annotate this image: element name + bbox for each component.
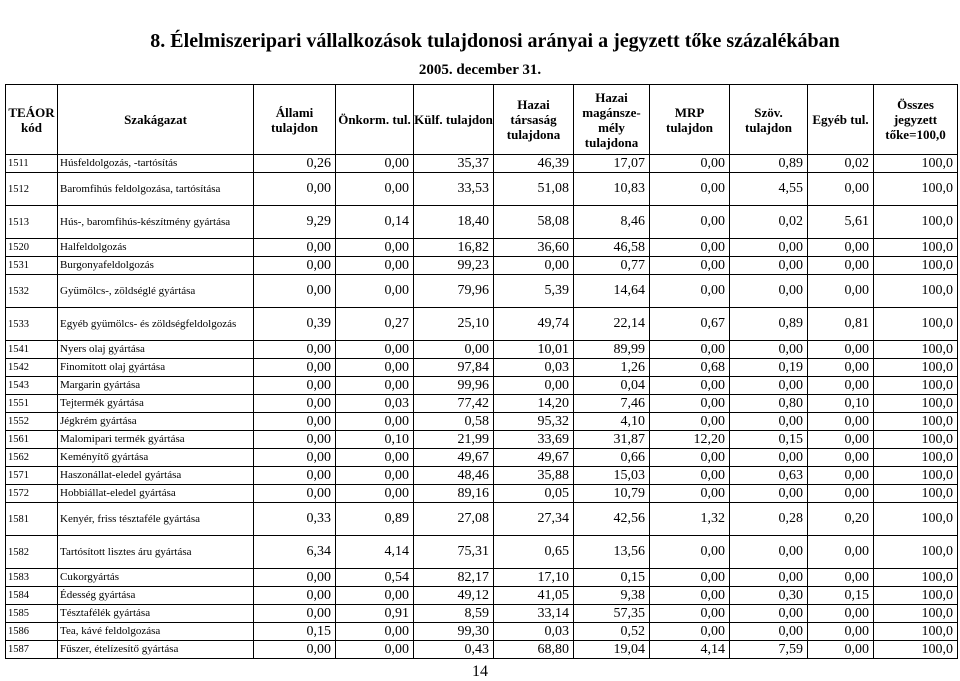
value-cell: 4,14 bbox=[650, 641, 730, 659]
value-cell: 100,0 bbox=[874, 413, 958, 431]
teaor-code: 1586 bbox=[6, 623, 58, 641]
value-cell: 0,00 bbox=[650, 587, 730, 605]
value-cell: 0,00 bbox=[808, 605, 874, 623]
sector-name: Tejtermék gyártása bbox=[58, 395, 254, 413]
value-cell: 0,00 bbox=[336, 239, 414, 257]
value-cell: 0,03 bbox=[494, 623, 574, 641]
value-cell: 18,40 bbox=[414, 206, 494, 239]
value-cell: 0,00 bbox=[730, 239, 808, 257]
value-cell: 0,19 bbox=[730, 359, 808, 377]
value-cell: 35,37 bbox=[414, 155, 494, 173]
value-cell: 0,00 bbox=[730, 341, 808, 359]
header-hazai-magan: Hazai magánsze-mély tulajdona bbox=[574, 85, 650, 155]
value-cell: 0,00 bbox=[730, 449, 808, 467]
value-cell: 0,00 bbox=[730, 623, 808, 641]
header-egyeb: Egyéb tul. bbox=[808, 85, 874, 155]
value-cell: 0,28 bbox=[730, 503, 808, 536]
value-cell: 0,00 bbox=[808, 536, 874, 569]
value-cell: 49,74 bbox=[494, 308, 574, 341]
value-cell: 4,55 bbox=[730, 173, 808, 206]
value-cell: 100,0 bbox=[874, 377, 958, 395]
header-kod: TEÁOR kód bbox=[6, 85, 58, 155]
value-cell: 0,00 bbox=[650, 155, 730, 173]
value-cell: 12,20 bbox=[650, 431, 730, 449]
value-cell: 31,87 bbox=[574, 431, 650, 449]
value-cell: 100,0 bbox=[874, 239, 958, 257]
sector-name: Fűszer, ételízesítő gyártása bbox=[58, 641, 254, 659]
value-cell: 0,00 bbox=[254, 359, 336, 377]
table-row bbox=[6, 308, 958, 341]
value-cell: 100,0 bbox=[874, 536, 958, 569]
value-cell: 0,00 bbox=[254, 431, 336, 449]
value-cell: 0,81 bbox=[808, 308, 874, 341]
value-cell: 0,00 bbox=[494, 257, 574, 275]
teaor-code: 1533 bbox=[6, 308, 58, 341]
teaor-code: 1551 bbox=[6, 395, 58, 413]
teaor-code: 1572 bbox=[6, 485, 58, 503]
value-cell: 0,00 bbox=[254, 173, 336, 206]
value-cell: 17,07 bbox=[574, 155, 650, 173]
value-cell: 0,89 bbox=[730, 155, 808, 173]
value-cell: 33,69 bbox=[494, 431, 574, 449]
table-row bbox=[6, 413, 958, 431]
teaor-code: 1581 bbox=[6, 503, 58, 536]
page-number: 14 bbox=[472, 663, 488, 680]
value-cell: 0,00 bbox=[254, 569, 336, 587]
value-cell: 75,31 bbox=[414, 536, 494, 569]
value-cell: 0,00 bbox=[650, 377, 730, 395]
table-row bbox=[6, 257, 958, 275]
header-mrp: MRP tulajdon bbox=[650, 85, 730, 155]
table-row bbox=[6, 206, 958, 239]
value-cell: 0,00 bbox=[730, 485, 808, 503]
value-cell: 0,00 bbox=[414, 341, 494, 359]
value-cell: 0,00 bbox=[254, 413, 336, 431]
value-cell: 0,00 bbox=[808, 569, 874, 587]
value-cell: 0,00 bbox=[650, 485, 730, 503]
ownership-table bbox=[5, 84, 958, 659]
sector-name: Gyümölcs-, zöldséglé gyártása bbox=[58, 275, 254, 308]
sector-name: Tésztafélék gyártása bbox=[58, 605, 254, 623]
table-row bbox=[6, 503, 958, 536]
value-cell: 41,05 bbox=[494, 587, 574, 605]
value-cell: 16,82 bbox=[414, 239, 494, 257]
value-cell: 0,05 bbox=[494, 485, 574, 503]
value-cell: 82,17 bbox=[414, 569, 494, 587]
table-row bbox=[6, 275, 958, 308]
sector-name: Haszonállat-eledel gyártása bbox=[58, 467, 254, 485]
sector-name: Hobbiállat-eledel gyártása bbox=[58, 485, 254, 503]
teaor-code: 1585 bbox=[6, 605, 58, 623]
teaor-code: 1512 bbox=[6, 173, 58, 206]
value-cell: 9,38 bbox=[574, 587, 650, 605]
value-cell: 15,03 bbox=[574, 467, 650, 485]
teaor-code: 1583 bbox=[6, 569, 58, 587]
value-cell: 8,46 bbox=[574, 206, 650, 239]
value-cell: 99,23 bbox=[414, 257, 494, 275]
value-cell: 0,10 bbox=[808, 395, 874, 413]
value-cell: 0,00 bbox=[254, 275, 336, 308]
value-cell: 0,02 bbox=[730, 206, 808, 239]
value-cell: 10,79 bbox=[574, 485, 650, 503]
value-cell: 0,00 bbox=[650, 395, 730, 413]
table-row bbox=[6, 587, 958, 605]
value-cell: 8,59 bbox=[414, 605, 494, 623]
value-cell: 0,00 bbox=[336, 413, 414, 431]
teaor-code: 1531 bbox=[6, 257, 58, 275]
header-osszes: Összes jegyzett tőke=100,0 bbox=[874, 85, 958, 155]
value-cell: 0,43 bbox=[414, 641, 494, 659]
value-cell: 49,12 bbox=[414, 587, 494, 605]
value-cell: 0,00 bbox=[336, 377, 414, 395]
value-cell: 0,00 bbox=[808, 641, 874, 659]
value-cell: 49,67 bbox=[414, 449, 494, 467]
teaor-code: 1511 bbox=[6, 155, 58, 173]
teaor-code: 1562 bbox=[6, 449, 58, 467]
value-cell: 5,39 bbox=[494, 275, 574, 308]
value-cell: 0,15 bbox=[574, 569, 650, 587]
value-cell: 100,0 bbox=[874, 257, 958, 275]
value-cell: 0,39 bbox=[254, 308, 336, 341]
value-cell: 0,00 bbox=[254, 239, 336, 257]
sector-name: Hús-, baromfihús-készítmény gyártása bbox=[58, 206, 254, 239]
value-cell: 0,00 bbox=[336, 275, 414, 308]
teaor-code: 1543 bbox=[6, 377, 58, 395]
value-cell: 0,00 bbox=[730, 257, 808, 275]
header-row bbox=[6, 85, 958, 155]
value-cell: 0,66 bbox=[574, 449, 650, 467]
sector-name: Kenyér, friss tésztaféle gyártása bbox=[58, 503, 254, 536]
value-cell: 100,0 bbox=[874, 503, 958, 536]
header-hazai-tarsasag: Hazai társaság tulajdona bbox=[494, 85, 574, 155]
value-cell: 57,35 bbox=[574, 605, 650, 623]
value-cell: 4,14 bbox=[336, 536, 414, 569]
value-cell: 0,89 bbox=[336, 503, 414, 536]
value-cell: 13,56 bbox=[574, 536, 650, 569]
value-cell: 89,99 bbox=[574, 341, 650, 359]
value-cell: 99,96 bbox=[414, 377, 494, 395]
value-cell: 33,14 bbox=[494, 605, 574, 623]
table-row bbox=[6, 605, 958, 623]
value-cell: 100,0 bbox=[874, 587, 958, 605]
teaor-code: 1532 bbox=[6, 275, 58, 308]
value-cell: 100,0 bbox=[874, 359, 958, 377]
header-kulf: Külf. tulajdon bbox=[414, 85, 494, 155]
value-cell: 0,00 bbox=[494, 377, 574, 395]
teaor-code: 1541 bbox=[6, 341, 58, 359]
table-row bbox=[6, 485, 958, 503]
value-cell: 0,27 bbox=[336, 308, 414, 341]
page-subtitle: 2005. december 31. bbox=[418, 62, 542, 78]
sector-name: Finomított olaj gyártása bbox=[58, 359, 254, 377]
value-cell: 0,52 bbox=[574, 623, 650, 641]
value-cell: 35,88 bbox=[494, 467, 574, 485]
value-cell: 0,00 bbox=[730, 569, 808, 587]
value-cell: 14,64 bbox=[574, 275, 650, 308]
table-row bbox=[6, 155, 958, 173]
value-cell: 100,0 bbox=[874, 467, 958, 485]
value-cell: 0,00 bbox=[808, 239, 874, 257]
value-cell: 100,0 bbox=[874, 431, 958, 449]
value-cell: 0,00 bbox=[336, 173, 414, 206]
value-cell: 17,10 bbox=[494, 569, 574, 587]
teaor-code: 1552 bbox=[6, 413, 58, 431]
value-cell: 0,00 bbox=[336, 341, 414, 359]
value-cell: 0,00 bbox=[650, 239, 730, 257]
sector-name: Tartósított lisztes áru gyártása bbox=[58, 536, 254, 569]
value-cell: 49,67 bbox=[494, 449, 574, 467]
value-cell: 0,68 bbox=[650, 359, 730, 377]
value-cell: 27,08 bbox=[414, 503, 494, 536]
value-cell: 0,00 bbox=[730, 275, 808, 308]
value-cell: 0,77 bbox=[574, 257, 650, 275]
value-cell: 100,0 bbox=[874, 623, 958, 641]
value-cell: 99,30 bbox=[414, 623, 494, 641]
value-cell: 51,08 bbox=[494, 173, 574, 206]
teaor-code: 1520 bbox=[6, 239, 58, 257]
value-cell: 0,00 bbox=[254, 395, 336, 413]
value-cell: 4,10 bbox=[574, 413, 650, 431]
value-cell: 0,00 bbox=[808, 275, 874, 308]
value-cell: 100,0 bbox=[874, 173, 958, 206]
value-cell: 100,0 bbox=[874, 308, 958, 341]
value-cell: 48,46 bbox=[414, 467, 494, 485]
value-cell: 0,00 bbox=[650, 536, 730, 569]
header-onkorm: Önkorm. tul. bbox=[336, 85, 414, 155]
value-cell: 0,00 bbox=[650, 341, 730, 359]
value-cell: 0,00 bbox=[254, 377, 336, 395]
value-cell: 77,42 bbox=[414, 395, 494, 413]
sector-name: Nyers olaj gyártása bbox=[58, 341, 254, 359]
table-row bbox=[6, 641, 958, 659]
value-cell: 0,00 bbox=[336, 485, 414, 503]
value-cell: 95,32 bbox=[494, 413, 574, 431]
value-cell: 100,0 bbox=[874, 275, 958, 308]
value-cell: 0,00 bbox=[254, 641, 336, 659]
value-cell: 0,00 bbox=[808, 173, 874, 206]
teaor-code: 1542 bbox=[6, 359, 58, 377]
value-cell: 0,00 bbox=[808, 257, 874, 275]
sector-name: Cukorgyártás bbox=[58, 569, 254, 587]
value-cell: 100,0 bbox=[874, 155, 958, 173]
table-row bbox=[6, 449, 958, 467]
value-cell: 0,63 bbox=[730, 467, 808, 485]
value-cell: 0,00 bbox=[650, 467, 730, 485]
value-cell: 68,80 bbox=[494, 641, 574, 659]
table-row bbox=[6, 467, 958, 485]
sector-name: Halfeldolgozás bbox=[58, 239, 254, 257]
value-cell: 0,00 bbox=[808, 485, 874, 503]
value-cell: 0,00 bbox=[808, 467, 874, 485]
sector-name: Édesség gyártása bbox=[58, 587, 254, 605]
value-cell: 22,14 bbox=[574, 308, 650, 341]
teaor-code: 1584 bbox=[6, 587, 58, 605]
value-cell: 36,60 bbox=[494, 239, 574, 257]
table-row bbox=[6, 395, 958, 413]
table-row bbox=[6, 569, 958, 587]
value-cell: 0,33 bbox=[254, 503, 336, 536]
value-cell: 100,0 bbox=[874, 485, 958, 503]
value-cell: 0,15 bbox=[808, 587, 874, 605]
table-row bbox=[6, 623, 958, 641]
value-cell: 58,08 bbox=[494, 206, 574, 239]
value-cell: 79,96 bbox=[414, 275, 494, 308]
teaor-code: 1513 bbox=[6, 206, 58, 239]
value-cell: 0,00 bbox=[650, 569, 730, 587]
value-cell: 0,03 bbox=[494, 359, 574, 377]
sector-name: Keményítő gyártása bbox=[58, 449, 254, 467]
value-cell: 6,34 bbox=[254, 536, 336, 569]
teaor-code: 1571 bbox=[6, 467, 58, 485]
value-cell: 0,00 bbox=[254, 485, 336, 503]
value-cell: 0,00 bbox=[336, 155, 414, 173]
value-cell: 0,00 bbox=[808, 341, 874, 359]
value-cell: 10,83 bbox=[574, 173, 650, 206]
value-cell: 14,20 bbox=[494, 395, 574, 413]
value-cell: 0,00 bbox=[254, 449, 336, 467]
sector-name: Baromfihús feldolgozása, tartósítása bbox=[58, 173, 254, 206]
value-cell: 0,00 bbox=[336, 623, 414, 641]
value-cell: 0,00 bbox=[730, 536, 808, 569]
sector-name: Húsfeldolgozás, -tartósítás bbox=[58, 155, 254, 173]
value-cell: 0,00 bbox=[254, 341, 336, 359]
value-cell: 0,00 bbox=[650, 449, 730, 467]
header-szov: Szöv. tulajdon bbox=[730, 85, 808, 155]
table-row bbox=[6, 239, 958, 257]
value-cell: 0,65 bbox=[494, 536, 574, 569]
value-cell: 0,00 bbox=[336, 449, 414, 467]
value-cell: 0,15 bbox=[730, 431, 808, 449]
value-cell: 0,00 bbox=[254, 587, 336, 605]
value-cell: 0,02 bbox=[808, 155, 874, 173]
value-cell: 0,00 bbox=[650, 206, 730, 239]
value-cell: 1,26 bbox=[574, 359, 650, 377]
sector-name: Jégkrém gyártása bbox=[58, 413, 254, 431]
value-cell: 27,34 bbox=[494, 503, 574, 536]
value-cell: 9,29 bbox=[254, 206, 336, 239]
teaor-code: 1587 bbox=[6, 641, 58, 659]
header-allami: Állami tulajdon bbox=[254, 85, 336, 155]
value-cell: 0,00 bbox=[808, 431, 874, 449]
sector-name: Burgonyafeldolgozás bbox=[58, 257, 254, 275]
value-cell: 0,00 bbox=[808, 623, 874, 641]
value-cell: 46,58 bbox=[574, 239, 650, 257]
value-cell: 0,00 bbox=[336, 467, 414, 485]
value-cell: 42,56 bbox=[574, 503, 650, 536]
value-cell: 0,00 bbox=[650, 275, 730, 308]
sector-name: Malomipari termék gyártása bbox=[58, 431, 254, 449]
value-cell: 25,10 bbox=[414, 308, 494, 341]
table-row bbox=[6, 173, 958, 206]
value-cell: 100,0 bbox=[874, 449, 958, 467]
value-cell: 0,00 bbox=[254, 467, 336, 485]
value-cell: 100,0 bbox=[874, 341, 958, 359]
value-cell: 100,0 bbox=[874, 569, 958, 587]
value-cell: 0,00 bbox=[336, 359, 414, 377]
value-cell: 0,54 bbox=[336, 569, 414, 587]
value-cell: 0,58 bbox=[414, 413, 494, 431]
value-cell: 0,00 bbox=[336, 257, 414, 275]
table-row bbox=[6, 536, 958, 569]
value-cell: 89,16 bbox=[414, 485, 494, 503]
value-cell: 0,00 bbox=[730, 605, 808, 623]
value-cell: 100,0 bbox=[874, 395, 958, 413]
value-cell: 97,84 bbox=[414, 359, 494, 377]
value-cell: 0,00 bbox=[650, 623, 730, 641]
value-cell: 0,26 bbox=[254, 155, 336, 173]
value-cell: 10,01 bbox=[494, 341, 574, 359]
value-cell: 100,0 bbox=[874, 605, 958, 623]
value-cell: 100,0 bbox=[874, 206, 958, 239]
teaor-code: 1561 bbox=[6, 431, 58, 449]
value-cell: 0,00 bbox=[336, 641, 414, 659]
value-cell: 0,00 bbox=[730, 377, 808, 395]
value-cell: 33,53 bbox=[414, 173, 494, 206]
value-cell: 0,00 bbox=[808, 359, 874, 377]
value-cell: 0,20 bbox=[808, 503, 874, 536]
teaor-code: 1582 bbox=[6, 536, 58, 569]
value-cell: 0,03 bbox=[336, 395, 414, 413]
value-cell: 0,04 bbox=[574, 377, 650, 395]
value-cell: 0,00 bbox=[650, 257, 730, 275]
value-cell: 1,32 bbox=[650, 503, 730, 536]
sector-name: Egyéb gyümölcs- és zöldségfeldolgozás bbox=[58, 308, 254, 341]
value-cell: 0,00 bbox=[808, 377, 874, 395]
value-cell: 19,04 bbox=[574, 641, 650, 659]
table-row bbox=[6, 377, 958, 395]
value-cell: 0,00 bbox=[336, 587, 414, 605]
value-cell: 0,14 bbox=[336, 206, 414, 239]
table-row bbox=[6, 341, 958, 359]
value-cell: 0,89 bbox=[730, 308, 808, 341]
value-cell: 7,59 bbox=[730, 641, 808, 659]
value-cell: 100,0 bbox=[874, 641, 958, 659]
value-cell: 0,10 bbox=[336, 431, 414, 449]
sector-name: Margarin gyártása bbox=[58, 377, 254, 395]
value-cell: 0,15 bbox=[254, 623, 336, 641]
value-cell: 46,39 bbox=[494, 155, 574, 173]
value-cell: 0,00 bbox=[254, 605, 336, 623]
value-cell: 0,00 bbox=[650, 173, 730, 206]
value-cell: 5,61 bbox=[808, 206, 874, 239]
value-cell: 0,80 bbox=[730, 395, 808, 413]
sector-name: Tea, kávé feldolgozása bbox=[58, 623, 254, 641]
table-row bbox=[6, 359, 958, 377]
value-cell: 0,00 bbox=[650, 605, 730, 623]
value-cell: 0,00 bbox=[808, 413, 874, 431]
value-cell: 0,00 bbox=[808, 449, 874, 467]
value-cell: 0,67 bbox=[650, 308, 730, 341]
value-cell: 0,00 bbox=[730, 413, 808, 431]
page-title: 8. Élelmiszeripari vállalkozások tulajdonosi arányai a jegyzett tőke százalékában bbox=[150, 30, 840, 52]
value-cell: 0,00 bbox=[254, 257, 336, 275]
value-cell: 0,00 bbox=[650, 413, 730, 431]
table-row bbox=[6, 431, 958, 449]
value-cell: 21,99 bbox=[414, 431, 494, 449]
header-szakagazat: Szakágazat bbox=[58, 85, 254, 155]
value-cell: 0,30 bbox=[730, 587, 808, 605]
value-cell: 7,46 bbox=[574, 395, 650, 413]
value-cell: 0,91 bbox=[336, 605, 414, 623]
